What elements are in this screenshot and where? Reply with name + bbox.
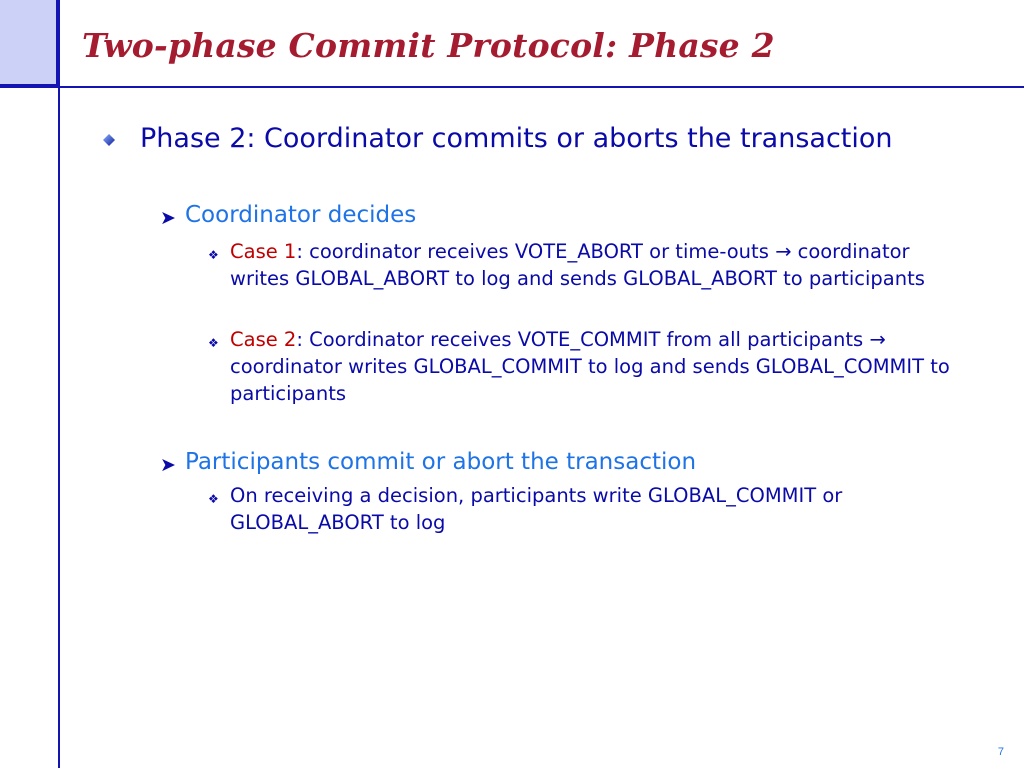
arrow-bullet-icon: ➤: [160, 454, 176, 476]
clover-bullet-icon: ❖: [208, 336, 219, 350]
diamond-bullet-icon: [103, 134, 115, 146]
right-arrow-icon: →: [775, 240, 792, 263]
slide-title: Two-phase Commit Protocol: Phase 2: [82, 26, 775, 65]
case1-text-a: : coordinator receives VOTE_ABORT or time-outs: [296, 240, 776, 263]
bullet-coordinator-decides: Coordinator decides: [185, 202, 417, 228]
bullet-case1: [230, 238, 965, 292]
bullet-on-receiving: On receiving a decision, participants write GLOBAL_COMMIT or GLOBAL_ABORT to log: [230, 484, 843, 534]
case2-text-a: : Coordinator receives VOTE_COMMIT from all participants: [296, 328, 870, 351]
bullet-case2: [230, 326, 965, 407]
case1-label: Case 1: [230, 240, 297, 263]
case2-label: Case 2: [230, 328, 297, 351]
arrow-bullet-icon: ➤: [160, 207, 176, 229]
right-arrow-icon: →: [869, 328, 886, 351]
clover-bullet-icon: ❖: [208, 248, 219, 262]
case2-text-b: coordinator writes GLOBAL_COMMIT to log and sends GLOBAL_COMMIT to participants: [230, 355, 950, 405]
bullet-participants: Participants commit or abort the transaction: [185, 449, 697, 475]
page-number: 7: [997, 746, 1004, 758]
case1-text-b: coordinator writes GLOBAL_ABORT to log and sends GLOBAL_ABORT to participants: [230, 240, 925, 290]
clover-bullet-icon: ❖: [208, 492, 219, 506]
bullet-phase2: Phase 2: Coordinator commits or aborts the transaction: [140, 123, 893, 154]
